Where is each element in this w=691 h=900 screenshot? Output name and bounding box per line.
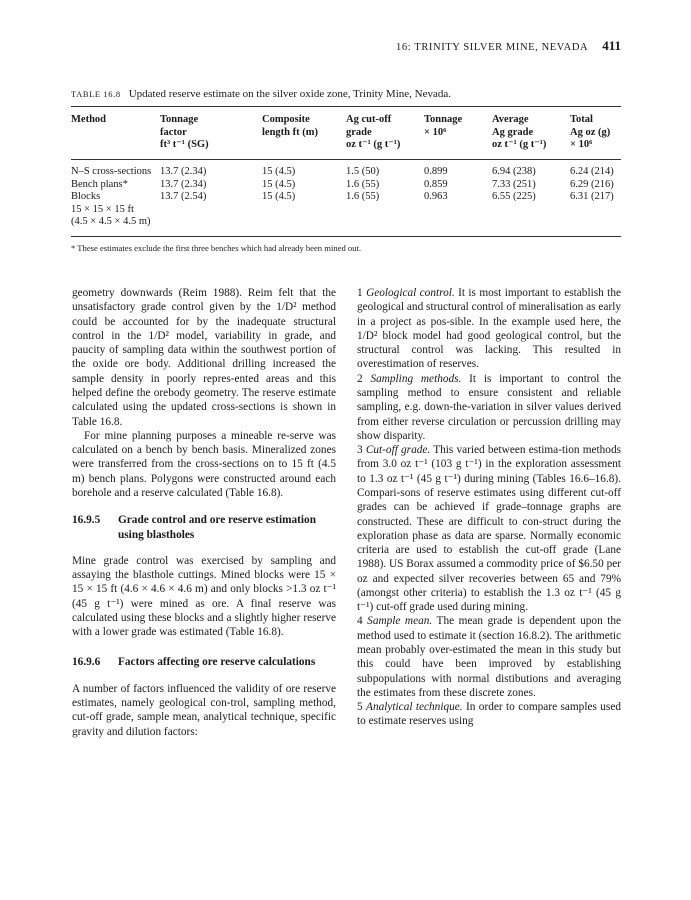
item-number: 2	[357, 372, 363, 385]
left-column	[72, 286, 336, 739]
section-title: Factors affecting ore reserve calculations	[118, 656, 316, 669]
paragraph: A number of factors influenced the validity of ore reserve estimates, namely geological con-trol, sampling method, cut-off grade, sample mean, analytical technique, specific gravity and dilution factors:	[72, 682, 336, 738]
table-header-line: ft³ t⁻¹ (SG)	[160, 139, 209, 151]
item-title: Cut-off grade.	[365, 444, 431, 457]
running-head	[396, 38, 621, 54]
item-number: 4	[357, 615, 363, 628]
table-top-rule	[71, 106, 621, 107]
item-number: 5	[357, 701, 363, 714]
item-text: It is important to control the sampling method to ensure consistent and reliable sampling, e.g. down-the-variation in silver values derived from either reverse circulation or percussion drilling may show disparity.	[357, 372, 621, 442]
table-header-line: oz t⁻¹ (g t⁻¹)	[492, 139, 547, 151]
table-header-rule	[71, 159, 621, 160]
table-cell: 1.6 (55)	[346, 178, 380, 190]
item-number: 1	[357, 287, 363, 299]
table-cell: 0.859	[424, 178, 448, 190]
table-header-line: Method	[71, 114, 106, 125]
section-heading	[72, 513, 336, 542]
table-cell: Bench plans*	[71, 178, 128, 190]
table-cell: 15 (4.5)	[262, 166, 296, 177]
table-cell: 15 (4.5)	[262, 178, 296, 190]
table-cell: N–S cross-sections	[71, 166, 152, 177]
col-tonnage-factor	[160, 166, 206, 204]
section-number: 16.9.6	[72, 656, 101, 669]
list-item	[357, 700, 621, 729]
table-header-line: Composite	[262, 114, 310, 125]
right-column	[357, 286, 621, 729]
table-cell: 15 (4.5)	[262, 191, 296, 203]
item-text: In order to compare samples used to estimate reserves using	[357, 701, 621, 728]
list-item	[357, 372, 621, 443]
table-cell: 13.7 (2.54)	[160, 191, 207, 203]
table-header-line: × 10⁶	[570, 139, 593, 151]
table-header-line: factor	[160, 126, 187, 138]
table-header-line: grade	[346, 126, 372, 138]
table-cell: 0.963	[424, 191, 448, 203]
table-cell: 1.6 (55)	[346, 191, 380, 203]
table-caption	[71, 88, 451, 100]
col-tonnage	[424, 166, 448, 204]
header-tonnage	[424, 114, 462, 139]
header-avg-grade	[492, 114, 546, 152]
table-caption-text: Updated reserve estimate on the silver oxide zone, Trinity Mine, Nevada.	[128, 88, 451, 100]
table-cell: 6.24 (214)	[570, 166, 614, 177]
item-title: Analytical technique.	[366, 701, 463, 714]
table-cell: 0.899	[424, 166, 448, 177]
table-bottom-rule	[71, 236, 621, 237]
table-cell: 7.33 (251)	[492, 178, 536, 190]
table-header-line: Ag grade	[492, 126, 534, 138]
table-cell: Blocks	[71, 191, 101, 203]
item-text: This varied between estima-tion methods from 3.0 oz t⁻¹ (103 g t⁻¹) in the exploration assessment to 1.3 oz t⁻¹ (45 g t⁻¹) during mining (Tables 16.6–16.8). Compari-sons of reserve estimates using different cut-off grades can be achieved if grade–tonnage graphs are constructed. These are difficult to con-struct during the exploration phase as data are sparse. Normally economic criteria are used to establish the cut-off grade (Lane 1988). US Borax assumed a commodity price of $6.50 per oz and expected silver recoveries between 65 and 79% (amongst other criteria) to establish the 1.3 oz t⁻¹ (45 g t⁻¹) cut-off grade used during mining.	[357, 444, 621, 614]
list-item	[357, 614, 621, 700]
col-cutoff	[346, 166, 379, 204]
section-title: Grade control and ore reserve estimation using blastholes	[118, 514, 316, 541]
header-method	[71, 114, 106, 127]
paragraph: For mine planning purposes a mineable re-serve was calculated on a bench by bench basis. Mineralized zones were transferred from the cross-sections on to 15 ft (4.5 m) bench plans. Polygons were constructed around each borehole and a reserve calculated (Table 16.8).	[72, 429, 336, 499]
col-composite	[262, 166, 295, 204]
table-cell: 6.55 (225)	[492, 191, 536, 203]
table-cell: 13.7 (2.34)	[160, 178, 207, 190]
table-header-line: Total	[570, 114, 593, 125]
table-cell: 6.31 (217)	[570, 191, 614, 203]
list-item	[357, 443, 621, 614]
section-heading	[72, 655, 336, 669]
item-title: Sampling methods.	[370, 372, 462, 385]
list-item	[357, 286, 621, 372]
item-title: Sample mean.	[367, 615, 433, 628]
table-header-line: length ft (m)	[262, 126, 318, 138]
section-number: 16.9.5	[72, 514, 101, 527]
table-footnote: * These estimates exclude the first three benches which had already been mined out.	[71, 243, 362, 253]
table-label: TABLE 16.8	[71, 89, 121, 99]
header-cutoff	[346, 114, 400, 152]
running-head-title: 16: TRINITY SILVER MINE, NEVADA	[396, 42, 589, 53]
table-header-line: Tonnage	[160, 114, 199, 125]
table-cell: (4.5 × 4.5 × 4.5 m)	[71, 216, 151, 228]
table-header-line: Average	[492, 114, 529, 125]
col-avg-grade	[492, 166, 536, 204]
table-cell: 6.29 (216)	[570, 178, 614, 190]
table-header-line: × 10⁶	[424, 126, 447, 138]
table-header-line: Ag cut-off	[346, 114, 392, 125]
table-cell: 15 × 15 × 15 ft	[71, 203, 134, 215]
header-composite	[262, 114, 318, 139]
header-total	[570, 114, 610, 152]
header-tonnage-factor	[160, 114, 209, 152]
table-header-line: Tonnage	[424, 114, 463, 125]
col-method	[71, 166, 151, 229]
col-total	[570, 166, 614, 204]
page-number: 411	[602, 38, 621, 53]
table-header-line: oz t⁻¹ (g t⁻¹)	[346, 139, 401, 151]
paragraph: Mine grade control was exercised by sampling and assaying the blasthole cuttings. Mined blocks were 15 × 15 × 15 ft (4.6 × 4.6 × 4.6 m) and only blocks >1.3 oz t⁻¹ (45 g t⁻¹) were mined as ore. A final reserve was calculated using these blocks and a slightly higher reserve with a lower grade was estimated (Table 16.8).	[72, 554, 336, 639]
item-title: Geological control.	[366, 287, 455, 299]
table-cell: 1.5 (50)	[346, 166, 380, 177]
table-cell: 6.94 (238)	[492, 166, 536, 177]
item-text: The mean grade is dependent upon the method used to estimate it (section 16.8.2). The arithmetic mean probably over-estimated the mean in this study but this could have been improved by establishing subpopulations with normal distibutions and averaging the estimates from these discrete zones.	[357, 615, 622, 699]
table-header-line: Ag oz (g)	[570, 126, 611, 138]
table-cell: 13.7 (2.34)	[160, 166, 207, 177]
item-text: It is most important to establish the geological and structural control of mineralisation as early in a project as pos-sible. In the example used here, the 1/D² block model had good geological control, but the structural control was lacking. This resulted in overestimation of reserves.	[357, 287, 621, 371]
paragraph: geometry downwards (Reim 1988). Reim felt that the unsatisfactory grade control given by the 1/D² method could be accounted for by the inadequate structural control in the 1/D² model, variability in grade, and paucity of sampling data within the southwest portion of the oxide ore body. Additional drilling increased the sample density in poorly repres-ented areas and this helped define the orebody geometry. The reserve estimate calculated using the updated cross-sections is shown in Table 16.8.	[72, 287, 336, 428]
item-number: 3	[357, 444, 363, 457]
